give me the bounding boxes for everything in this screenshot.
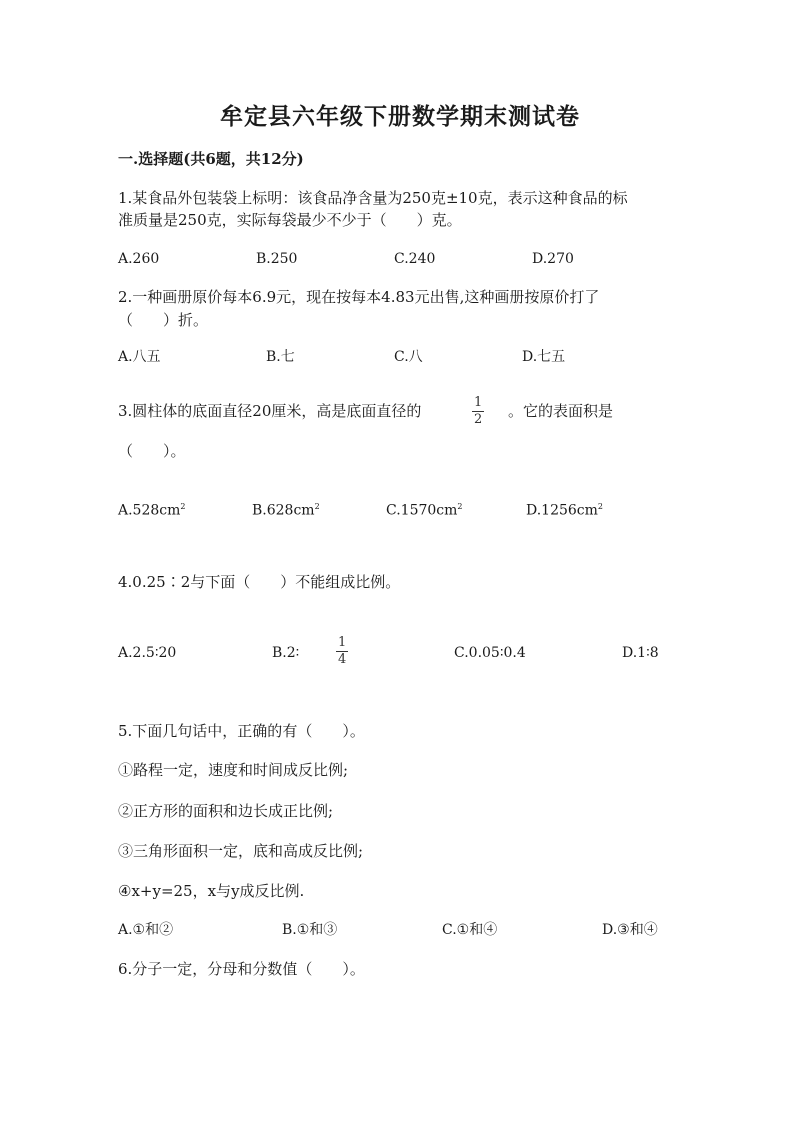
question-5-statement-2: ②正方形的面积和边长成正比例; [118,802,334,820]
q1-option-d: D.270 [532,251,574,267]
q2-option-d: D.七五 [522,349,566,365]
q1-option-a: A.260 [118,251,160,267]
q4-option-d: D.1∶8 [622,645,659,661]
question-1-line-2: 准质量是250克，实际每袋最少不少于（ ）克。 [118,211,462,229]
question-3-line-1b: 。它的表面积是 [508,402,614,420]
question-2-line-1: 2.一种画册原价每本6.9元，现在按每本4.83元出售,这种画册按原价打了 [118,288,600,306]
q4-option-a: A.2.5∶20 [118,645,177,661]
question-5-statement-1: ①路程一定，速度和时间成反比例; [118,761,349,779]
q3-option-d [526,497,603,521]
q1-option-b: B.250 [256,251,298,267]
question-5-statement-4: ④x+y=25，x与y成反比例. [118,882,305,900]
q3-option-b [252,497,320,521]
question-3-line-1: 3.圆柱体的底面直径20厘米，高是底面直径的 [118,402,422,420]
question-4-line-1: 4.0.25∶2与下面（ ）不能组成比例。 [118,573,401,591]
q4-fraction-quarter [336,636,348,667]
question-5-statement-3: ③三角形面积一定，底和高成反比例; [118,842,364,860]
q5-option-a: A.①和② [118,922,174,938]
q3-fraction-numerator: 1 [474,395,483,410]
q3-option-a-text: A.528cm [118,502,181,519]
q3-option-a-sup: 2 [180,502,186,511]
q3-option-b-sup: 2 [314,502,320,511]
q5-option-d: D.③和④ [602,922,658,938]
q4-fraction-numerator: 1 [338,635,347,650]
q3-option-c-sup: 2 [457,502,463,511]
q3-option-c [386,497,463,521]
q3-fraction-half [472,396,484,427]
q3-option-a [118,497,186,521]
q4-fraction-denominator: 4 [338,652,347,667]
question-2-line-2: （ ）折。 [118,311,209,329]
page-title: 牟定县六年级下册数学期末测试卷 [220,103,580,130]
q5-option-c: C.①和④ [442,922,498,938]
q2-option-c: C.八 [394,349,423,365]
q3-option-b-text: B.628cm [252,502,315,519]
q3-option-d-text: D.1256cm [526,502,598,519]
q3-fraction-denominator: 2 [474,412,483,427]
question-6-line-1: 6.分子一定，分母和分数值（ ）。 [118,960,365,978]
q4-option-b: B.2∶ [272,645,300,661]
q1-option-c: C.240 [394,251,436,267]
question-5-line-1: 5.下面几句话中，正确的有（ ）。 [118,722,365,740]
section-heading: 一.选择题(共6题，共12分) [118,150,304,168]
q4-option-c: C.0.05∶0.4 [454,645,526,661]
q2-option-b: B.七 [266,349,295,365]
q2-option-a: A.八五 [118,349,161,365]
q3-option-c-text: C.1570cm [386,502,458,519]
q3-option-d-sup: 2 [597,502,604,511]
q5-option-b: B.①和③ [282,922,338,938]
question-3-line-2: （ ）。 [118,442,186,460]
question-1-line-1: 1.某食品外包装袋上标明：该食品净含量为250克±10克，表示这种食品的标 [118,189,628,207]
